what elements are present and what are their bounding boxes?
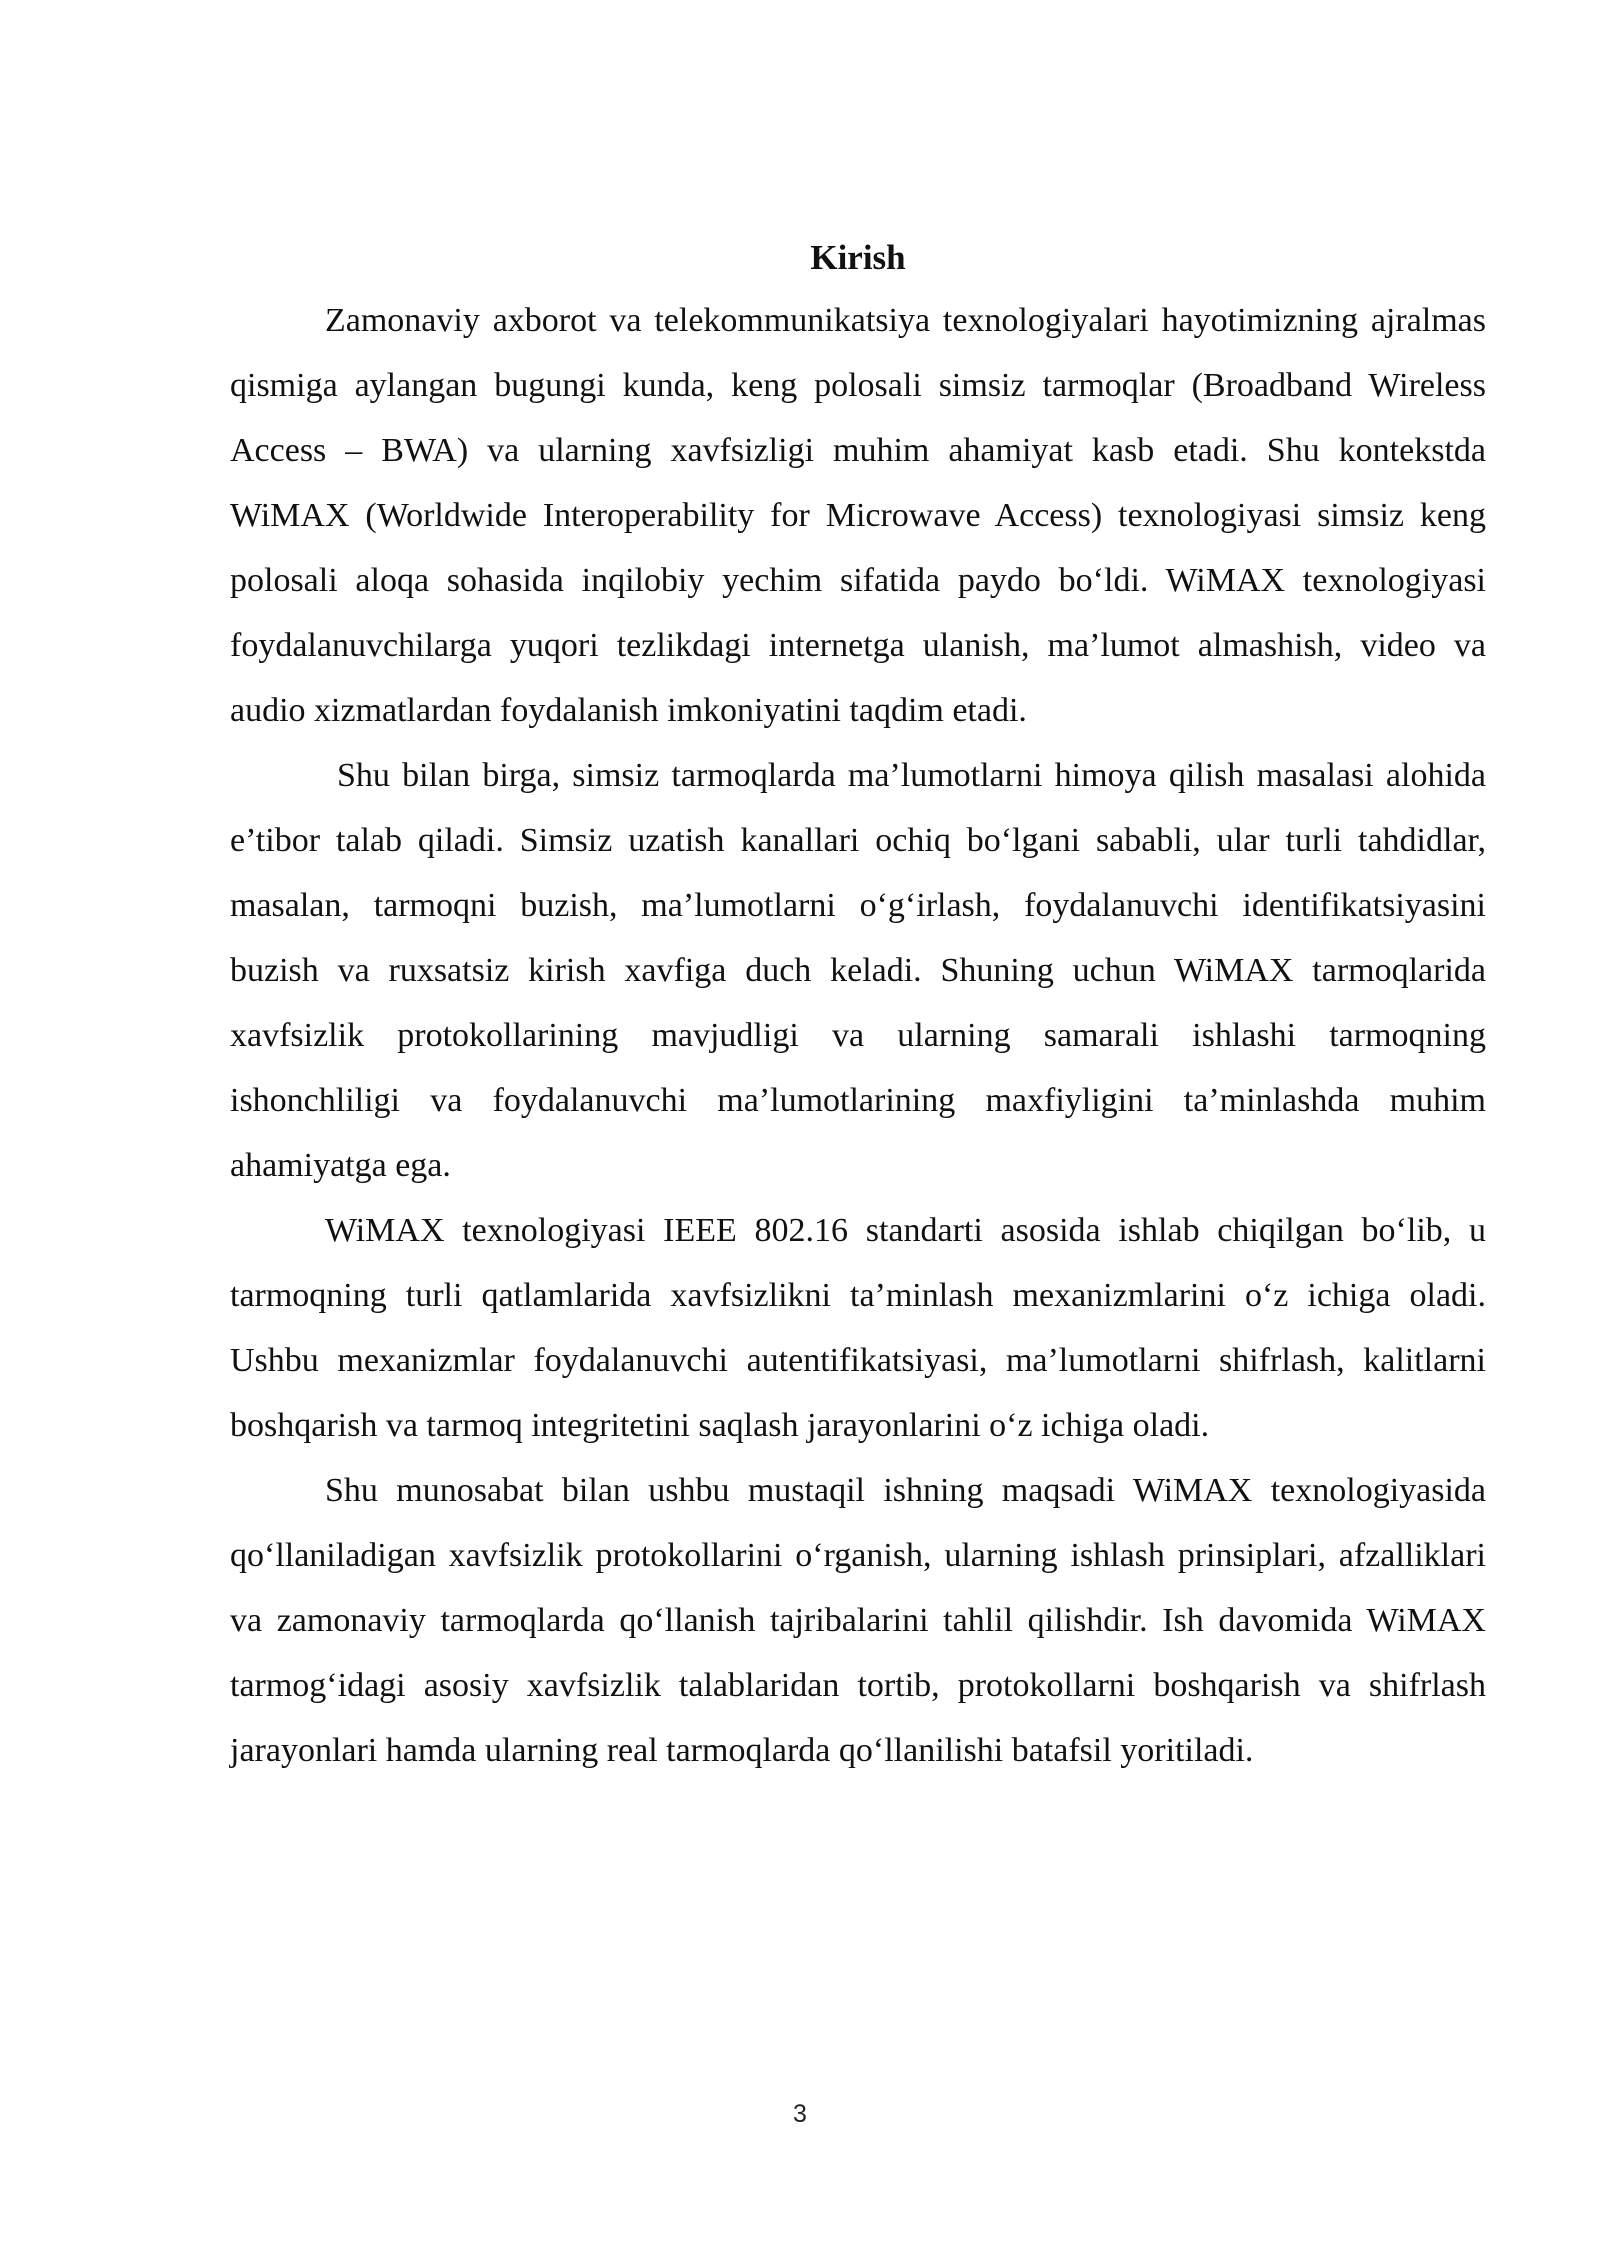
paragraph-ieee-standard: WiMAX texnologiyasi IEEE 802.16 standarti asosida ishlab chiqilgan bo‘lib, u tarmoqning turli qatlamlarida xavfsizlikni ta’minlash mexanizmlarini o‘z ichiga oladi. Ushbu mexanizmlar foydalanuvchi autentifikatsiyasi, ma’lumotlarni shifrlash, kalitlarni boshqarish va tarmoq integritetini saqlash jarayonlarini o‘z ichiga oladi. <box>230 1212 1486 1444</box>
paragraph-objective: Shu munosabat bilan ushbu mustaqil ishning maqsadi WiMAX texnologiyasida qo‘llaniladigan xavfsizlik protokollarini o‘rganish, ularning ishlash prinsiplari, afzalliklari va zamonaviy tarmoqlarda qo‘llanish tajribalarini tahlil qilishdir. Ish davomida WiMAX tarmog‘idagi asosiy xavfsizlik talablaridan tortib, protokollarni boshqarish va shifrlash jarayonlari hamda ularning real tarmoqlarda qo‘llanilishi batafsil yoritiladi. <box>230 1472 1486 1769</box>
paragraph-intro: Zamonaviy axborot va telekommunikatsiya texnologiyalari hayotimizning ajralmas qismiga aylangan bugungi kunda, keng polosali simsiz tarmoqlar (Broadband Wireless Access – BWA) va ularning xavfsizligi muhim ahamiyat kasb etadi. Shu kontekstda WiMAX (Worldwide Interoperability for Microwave Access) texnologiyasi simsiz keng polosali aloqa sohasida inqilobiy yechim sifatida paydo bo‘ldi. WiMAX texnologiyasi foydalanuvchilarga yuqori tezlikdagi internetga ulanish, ma’lumot almashish, video va audio xizmatlardan foydalanish imkoniyatini taqdim etadi. <box>230 302 1486 729</box>
page-number: 3 <box>793 2100 807 2128</box>
page-content <box>230 232 1486 1783</box>
paragraph-security-need: Shu bilan birga, simsiz tarmoqlarda ma’lumotlarni himoya qilish masalasi alohida e’tibor talab qiladi. Simsiz uzatish kanallari ochiq bo‘lgani sababli, ular turli tahdidlar, masalan, tarmoqni buzish, ma’lumotlarni o‘g‘irlash, foydalanuvchi identifikatsiyasini buzish va ruxsatsiz kirish xavfiga duch keladi. Shuning uchun WiMAX tarmoqlarida xavfsizlik protokollarining mavjudligi va ularning samarali ishlashi tarmoqning ishonchliligi va foydalanuvchi ma’lumotlarining maxfiyligini ta’minlashda muhim ahamiyatga ega. <box>230 757 1486 1184</box>
section-heading: Kirish <box>810 238 906 277</box>
